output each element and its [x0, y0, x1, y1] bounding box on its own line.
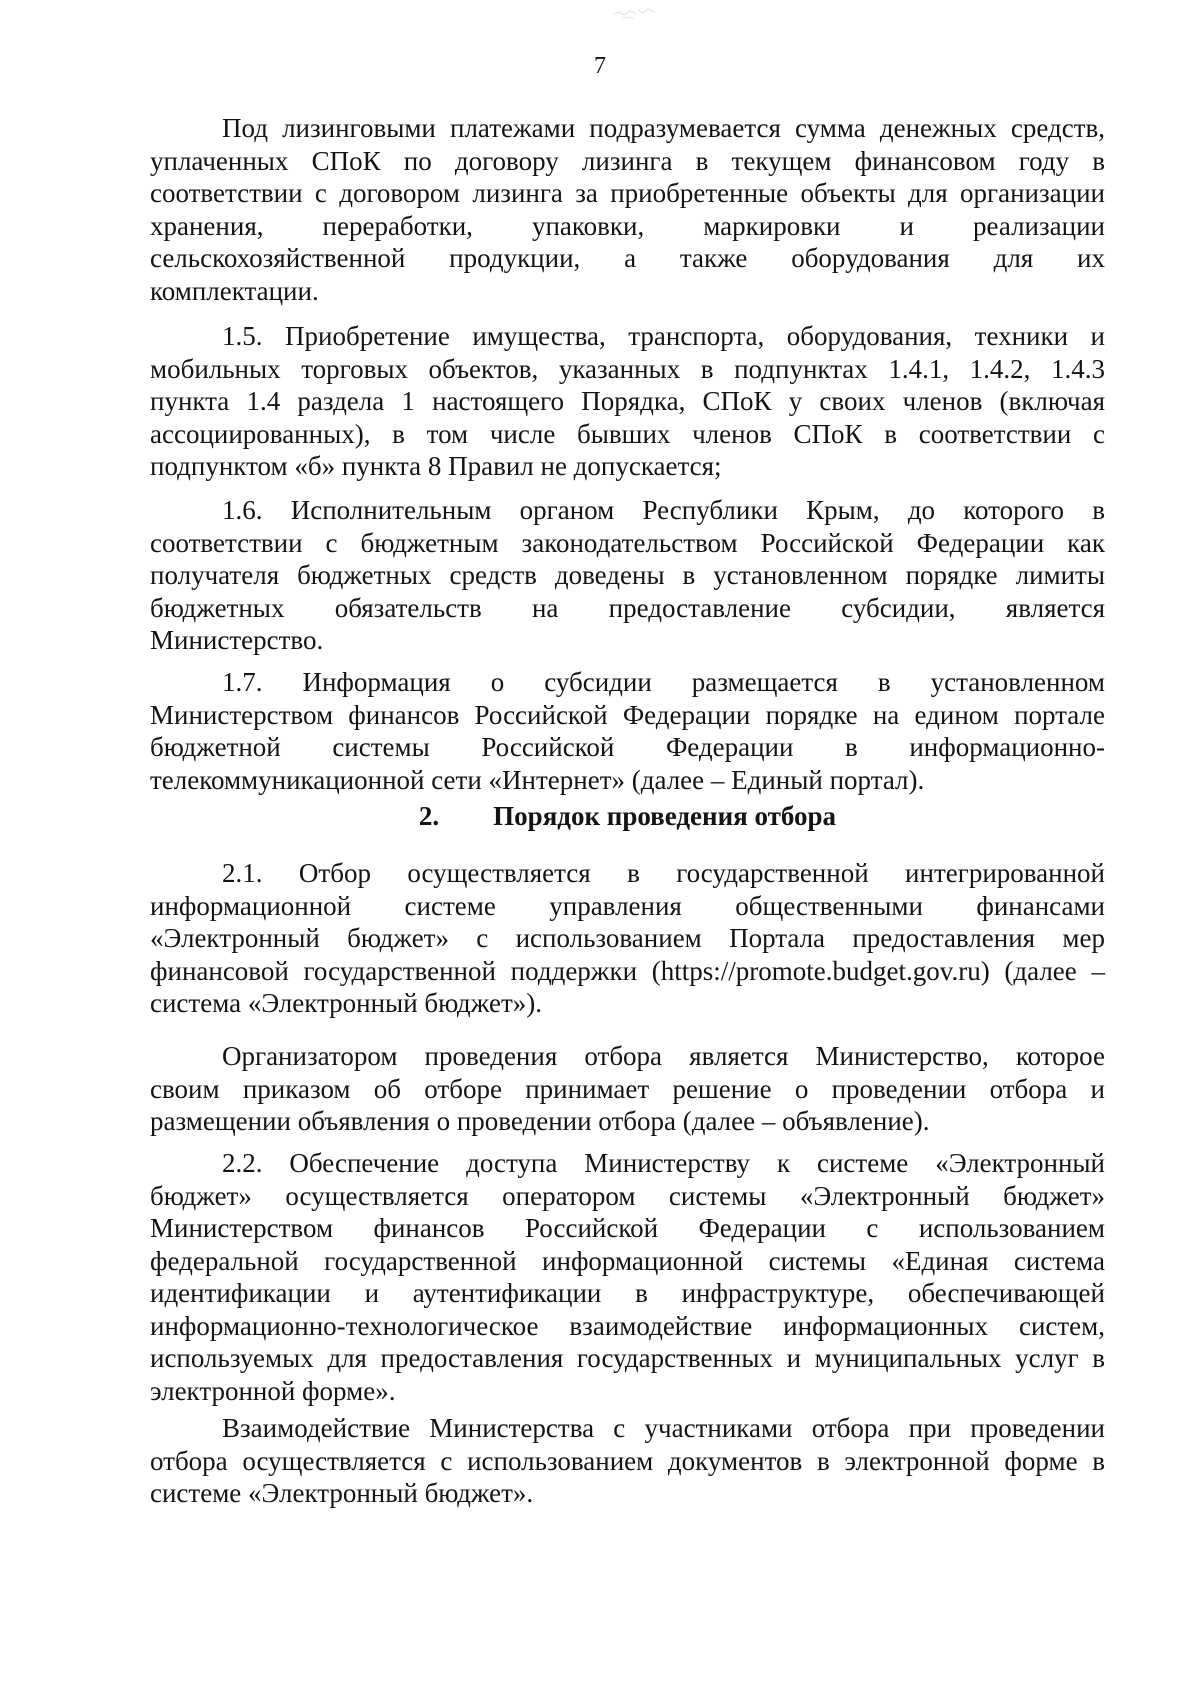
text-line: телекоммуникационной сети «Интернет» (далее – Единый портал). — [150, 764, 925, 795]
text-line: финансовой государственной поддержки (https://promote.budget.gov.ru) (далее – — [150, 955, 1105, 986]
text-line: 1.5. Приобретение имущества, транспорта, оборудования, техники и — [222, 321, 1105, 351]
text-line: Организатором проведения отбора является Министерство, которое — [222, 1041, 1105, 1071]
paragraph-leasing-payments — [150, 112, 1105, 307]
text-line: отбора осуществляется с использованием документов в электронной форме в — [150, 1445, 1105, 1476]
text-line: Министерством финансов Российской Федерации с использованием — [150, 1213, 1105, 1243]
text-line: своим приказом об отборе принимает решение о проведении отбора и — [150, 1073, 1105, 1104]
text-line: система «Электронный бюджет»). — [150, 988, 542, 1018]
text-line: федеральной государственной информационной системы «Единая система — [150, 1245, 1105, 1276]
text-line: соответствии с договором лизинга за приобретенные объекты для организации — [150, 178, 1105, 208]
text-line: информационной системе управления общественными финансами — [150, 890, 1105, 921]
paragraph-organizer — [150, 1040, 1105, 1138]
text-line: идентификации и аутентификации в инфраструктуре, обеспечивающей — [150, 1278, 1105, 1308]
text-line: используемых для предоставления государственных и муниципальных услуг в — [150, 1343, 1105, 1373]
text-line: информационно-технологическое взаимодействие информационных систем, — [150, 1310, 1105, 1341]
text-line: Под лизинговыми платежами подразумевается сумма денежных средств, — [222, 113, 1105, 143]
text-line: хранения, переработки, упаковки, маркировки и реализации — [150, 210, 1105, 241]
text-line: сельскохозяйственной продукции, а также оборудования для их — [150, 243, 1105, 273]
text-line: подпунктом «б» пункта 8 Правил не допускается; — [150, 451, 722, 481]
text-line: пункта 1.4 раздела 1 настоящего Порядка, СПоК у своих членов (включая — [150, 386, 1105, 416]
paragraph-1-6 — [150, 494, 1105, 657]
text-line: получателя бюджетных средств доведены в установленном порядке лимиты — [150, 560, 1105, 590]
text-line: Министерством финансов Российской Федерации порядке на едином портале — [150, 699, 1105, 730]
text-line: 2.1. Отбор осуществляется в государственной интегрированной — [222, 858, 1105, 888]
text-line: соответствии с бюджетным законодательством Российской Федерации как — [150, 527, 1105, 558]
text-line: системе «Электронный бюджет». — [150, 1478, 534, 1508]
text-line: уплаченных СПоК по договору лизинга в текущем финансовом году в — [150, 145, 1105, 176]
text-line: мобильных торговых объектов, указанных в подпунктах 1.4.1, 1.4.2, 1.4.3 — [150, 353, 1105, 384]
scan-smudge — [610, 4, 660, 22]
paragraph-2-2 — [150, 1147, 1105, 1407]
paragraph-1-5 — [150, 320, 1105, 483]
paragraph-interaction — [150, 1412, 1105, 1510]
paragraph-2-1 — [150, 857, 1105, 1020]
text-line: размещении объявления о проведении отбора (далее – объявление). — [150, 1106, 930, 1136]
text-line: 1.6. Исполнительным органом Республики Крым, до которого в — [222, 495, 1105, 525]
page-number: 7 — [594, 53, 606, 79]
section-number: 2. — [418, 801, 440, 831]
text-line: Министерство. — [150, 625, 324, 655]
paragraph-1-7 — [150, 666, 1105, 796]
section-heading — [150, 800, 1105, 832]
text-line: «Электронный бюджет» с использованием Портала предоставления мер — [150, 923, 1105, 953]
text-line: 1.7. Информация о субсидии размещается в установленном — [222, 667, 1105, 697]
text-line: электронной форме». — [150, 1375, 396, 1406]
text-line: 2.2. Обеспечение доступа Министерству к системе «Электронный — [222, 1148, 1105, 1178]
text-line: ассоциированных), в том числе бывших членов СПоК в соответствии с — [150, 418, 1105, 449]
text-line: бюджетной системы Российской Федерации в информационно- — [150, 732, 1105, 762]
text-line: бюджетных обязательств на предоставление субсидии, является — [150, 592, 1105, 623]
section-title: Порядок проведения отбора — [493, 801, 837, 831]
text-line: Взаимодействие Министерства с участниками отбора при проведении — [222, 1413, 1105, 1443]
text-line: бюджет» осуществляется оператором системы «Электронный бюджет» — [150, 1180, 1105, 1211]
text-line: комплектации. — [150, 275, 319, 306]
